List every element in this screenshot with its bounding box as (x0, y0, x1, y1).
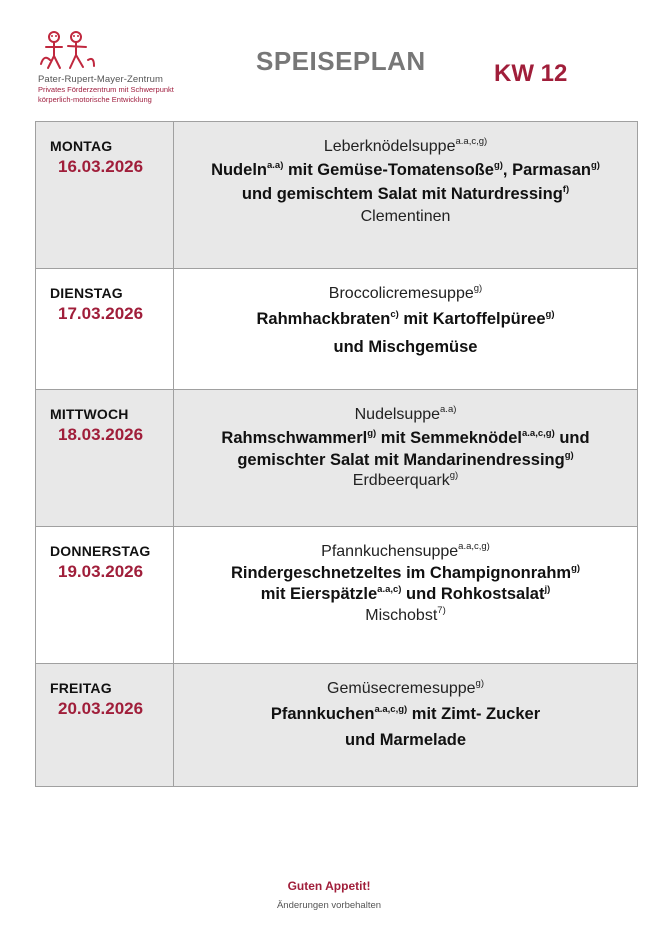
menu-row-tuesday (36, 269, 638, 390)
day-date: 19.03.2026 (58, 562, 144, 581)
menu-row-monday (36, 122, 638, 269)
children-logo-icon (38, 30, 98, 72)
allergen-note: a.a) (440, 404, 457, 415)
footer-greeting: Guten Appetit! (287, 879, 371, 893)
dessert: Mischobst$^{7)}$ (365, 605, 446, 624)
soup: Broccolicremesuppe$^{g)}$ (328, 283, 483, 302)
meal-cell (174, 527, 638, 664)
soup: Pfannkuchensuppe$^{a.a,c,g)}$ (321, 541, 490, 560)
day-name: FREITAG (50, 680, 112, 696)
week-label: KW 12 (494, 60, 568, 87)
day-cell (36, 122, 174, 269)
main-dish-line-1: Rahmschwammerl$^{g)}$ mit Semmeknödel$^{a.a,c,g)}$ und (221, 428, 590, 447)
main-dish-line-2: mit Eierspätzle$^{a.a,c)}$ und Rohkostsalat$^{j)}$ (260, 584, 551, 603)
main-dish-line-2: und gemischtem Salat mit Naturdressing$^{f)}$ (241, 184, 570, 203)
main-dish-line-2: und Marmelade (344, 731, 467, 749)
footer-note: Änderungen vorbehalten (276, 900, 382, 911)
allergen-note: g) (475, 678, 484, 689)
menu-table (35, 121, 638, 787)
day-date: 17.03.2026 (58, 304, 144, 323)
soup: Gemüsecremesuppe$^{g)}$ (327, 678, 484, 697)
allergen-note: g) (473, 283, 483, 294)
allergen-note: a.a,c,g) (458, 541, 490, 552)
main-dish-line-1: Rahmhackbraten$^{c)}$ mit Kartoffelpüree$^{g)}$ (256, 309, 555, 328)
soup: Leberknödelsuppe$^{a.a,c,g)}$ (323, 136, 488, 155)
menu-row-wednesday (36, 390, 638, 527)
org-subtitle-2: körperlich-motorische Entwicklung (38, 95, 152, 104)
day-cell (36, 390, 174, 527)
day-name: DIENSTAG (50, 285, 123, 301)
menu-row-friday (36, 664, 638, 787)
org-subtitle-1: Privates Förderzentrum mit Schwerpunkt (38, 85, 174, 94)
main-dish-line-2: gemischter Salat mit Mandarinendressing$^{g)}$ (237, 450, 574, 469)
day-name: MONTAG (50, 138, 113, 154)
dessert: Erdbeerquark$^{g)}$ (352, 470, 459, 489)
dessert: Clementinen (360, 208, 451, 225)
day-name: DONNERSTAG (50, 543, 151, 559)
org-name: Pater-Rupert-Mayer-Zentrum (38, 74, 164, 85)
day-date: 16.03.2026 (58, 157, 144, 176)
day-date: 18.03.2026 (58, 425, 144, 444)
main-dish-line-2: und Mischgemüse (333, 338, 478, 356)
day-date: 20.03.2026 (58, 699, 144, 718)
meal-cell (174, 122, 638, 269)
main-dish-line-1: Pfannkuchen$^{a.a,c,g)}$ mit Zimt- Zucker (270, 704, 541, 723)
meal-cell (174, 664, 638, 787)
meal-cell (174, 269, 638, 390)
day-cell (36, 527, 174, 664)
logo (38, 30, 203, 105)
menu-row-thursday (36, 527, 638, 664)
page-title: SPEISEPLAN (256, 46, 426, 76)
allergen-note: a.a,c,g) (455, 136, 488, 147)
soup: Nudelsuppe$^{a.a)}$ (354, 404, 457, 423)
main-dish-line-1: Nudeln$^{a.a)}$ mit Gemüse-Tomatensoße$^{g)}$, Parmasan$^{g)}$ (211, 160, 600, 179)
day-cell (36, 269, 174, 390)
main-dish-line-1: Rindergeschnetzeltes im Champignonrahm$^{g)}$ (230, 563, 581, 582)
day-name: MITTWOCH (50, 406, 129, 422)
meal-cell (174, 390, 638, 527)
day-cell (36, 664, 174, 787)
